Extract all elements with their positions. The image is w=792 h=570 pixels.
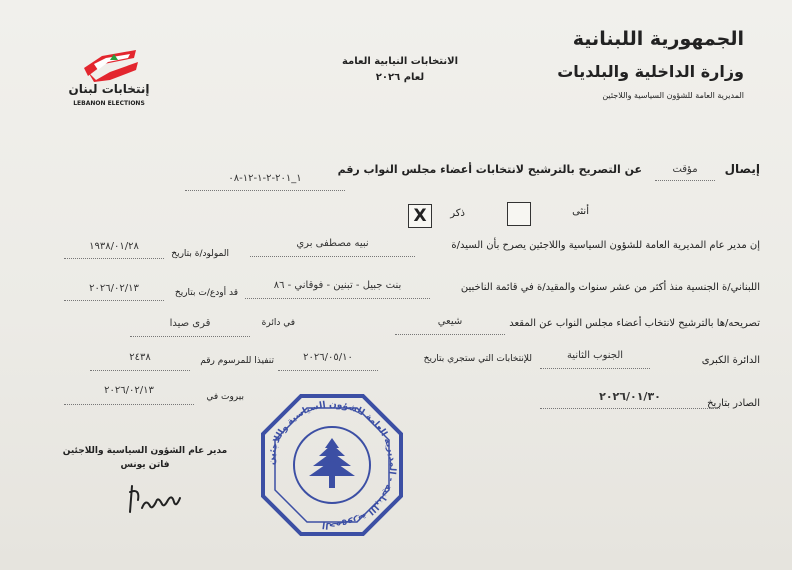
election-date: ٢٠٢٦/٠٥/١٠ [303,352,353,363]
deposit-date-line [64,300,164,301]
decree-number-line [90,370,190,371]
receipt-number-line [185,190,345,191]
female-label: أنثى [572,206,589,217]
elections-year: لعام ٢٠٢٦ [375,72,425,83]
election-date-line [278,370,378,371]
male-checkbox [408,204,432,228]
beirut-date: ٢٠٢٦/٠٢/١٣ [104,385,154,396]
signatory-title: مدير عام الشؤون السياسية واللاجئين [62,446,228,456]
seat-line [395,334,505,335]
declaration-line3: تصريحه/ها بالترشيح لانتخاب أعضاء مجلس النواب عن المقعد [509,318,760,329]
x-check-icon: X [413,206,427,226]
decree-number: ٢٤٣٨ [129,352,151,363]
declaration-line1: إن مدير عام المديرية العامة للشؤون السياسية واللاجئين يصرح بأن السيد/ة [451,240,760,251]
issued-date: ٢٠٢٦/٠١/٣٠ [599,390,661,403]
birth-date-line [64,258,164,259]
logo-arabic-text: إنتخابات لبنان [68,82,150,96]
signatory-name: فاتن يونس [120,460,170,470]
major-district-value: الجنوب الثانية [566,350,624,361]
district-label: في دائرة [261,318,295,328]
cedar-icon [309,438,355,488]
beirut-date-line [64,404,194,405]
beirut-label: بيروت في [206,392,244,402]
voter-registry: بنت جبيل - تبنين - فوقاني - ٨٦ [273,280,402,291]
male-label: ذكر [450,208,465,219]
candidate-name-line [250,256,415,257]
declaration-line2: اللبناني/ة الجنسية منذ أكثر من عشر سنوات والمقيد/ة في قائمة الناخبين [460,282,760,293]
receipt-label: إيصال [724,162,760,176]
republic-title: الجمهورية اللبنانية [572,28,744,50]
voter-registry-line [245,298,430,299]
elections-date-label: للإنتخابات التي ستجري بتاريخ [423,354,532,364]
stamp-ring-text: الجمهورية اللبنانية - المديرية العامة للشؤون السياسية واللاجئين [266,399,398,531]
district-line [130,336,250,337]
seat-value: شيعي [437,316,463,327]
elections-title: الانتخابات النيابية العامة [341,56,459,67]
receipt-number: ١_٢٠١-٢-١-١٢-٠٨ [228,173,302,184]
district-value: قرى صيدا [169,318,211,329]
directorate-title: المديرية العامة للشؤون السياسية واللاجئين [602,91,744,100]
born-label: المولود/ة بتاريخ [171,249,229,259]
deposit-label: قد أودع/ت بتاريخ [174,288,238,298]
ministry-title: وزارة الداخلية والبلديات [557,62,744,81]
logo-english-text: LEBANON ELECTIONS [73,100,145,107]
issued-label: الصادر بتاريخ [707,398,760,409]
receipt-type-line [655,180,715,181]
deposit-date: ٢٠٢٦/٠٢/١٣ [89,283,139,294]
receipt-type-value: مؤقت [672,164,698,175]
official-stamp [257,390,407,540]
candidate-name: نبيه مصطفى بري [296,238,369,249]
major-district-label: الدائرة الكبرى [701,355,760,366]
female-checkbox [507,202,531,226]
birth-date: ١٩٣٨/٠١/٢٨ [89,241,139,252]
lebanon-elections-logo [64,48,154,110]
receipt-subject: عن التصريح بالترشيح لانتخابات أعضاء مجلس النواب رقم [337,163,642,176]
issued-date-line [540,408,720,409]
decree-label: تنفيذا للمرسوم رقم [200,356,274,366]
flag-check-icon [80,48,140,82]
handwritten-signature [122,478,192,518]
major-district-line [540,368,650,369]
